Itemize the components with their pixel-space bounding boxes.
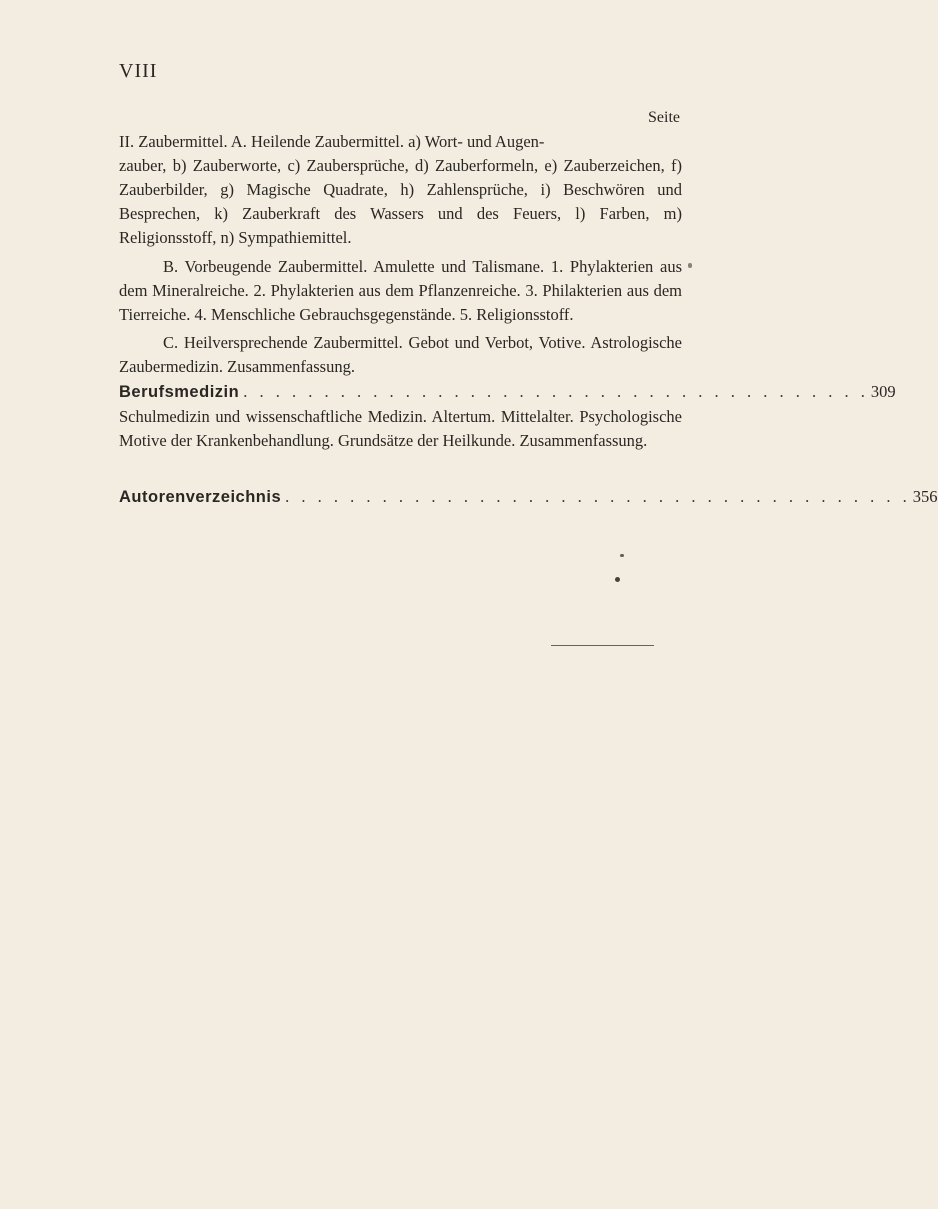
entry-title: Autorenverzeichnis (119, 488, 282, 506)
toc-section-ii (119, 130, 682, 250)
section-c-text: C. Heilversprechende Zaubermittel. Gebot und Verbot, Votive. Astrologische Zaubermedizin. Zusammenfassung. (119, 333, 682, 376)
entry-subtext: Schulmedizin und wissenschaftliche Medizin. Altertum. Mittelalter. Psychologische Motive der Krankenbehandlung. Grundsätze der Heilkunde. Zusammenfassung. (119, 407, 682, 450)
section-b-text: B. Vorbeugende Zaubermittel. Amulette und Talismane. 1. Phylakterien aus dem Mineralreiche. 2. Phylakterien aus dem Pflanzenreiche. 3. Philakterien aus dem Tierreiche. 4. Menschliche Gebrauchsgegenstände. 5. Religionsstoff. (119, 257, 682, 324)
leader-dots: . . . . . . . . . . . . . . . . . . . . . . . . . . . . . . . . . . . . . . . (243, 382, 869, 401)
toc-entry-berufsmedizin (119, 382, 896, 402)
section-ii-heading-line: II. Zaubermittel. A. Heilende Zaubermittel. a) Wort- und Augen- (119, 132, 545, 151)
toc-entry-autorenverzeichnis (119, 487, 938, 507)
entry-page-number: 356 (912, 487, 938, 506)
toc-section-b (119, 255, 682, 327)
ink-fleck (688, 263, 692, 268)
entry-title: Berufsmedizin (119, 383, 240, 401)
entry-page-number: 309 (870, 382, 896, 401)
ink-fleck (620, 554, 624, 557)
leader-dots: . . . . . . . . . . . . . . . . . . . . . . . . . . . . . . . . . . . . . . . (285, 487, 911, 506)
page-column-header: Seite (648, 109, 680, 126)
page-number: VIII (119, 60, 158, 82)
end-rule (551, 645, 654, 646)
ink-fleck (615, 577, 620, 582)
toc-entry-berufsmedizin-subtext (119, 405, 682, 453)
section-ii-continuation: zauber, b) Zauberworte, c) Zaubersprüche, d) Zauberformeln, e) Zauberzeichen, f) Zauberbilder, g) Magische Quadrate, h) Zahlensprüche, i) Beschwören und Besprechen, k) Zauberkraft des Wassers und des Feuers, l) Farben, m) Religionsstoff, n) Sympathiemittel. (119, 156, 682, 247)
toc-section-c (119, 331, 682, 379)
